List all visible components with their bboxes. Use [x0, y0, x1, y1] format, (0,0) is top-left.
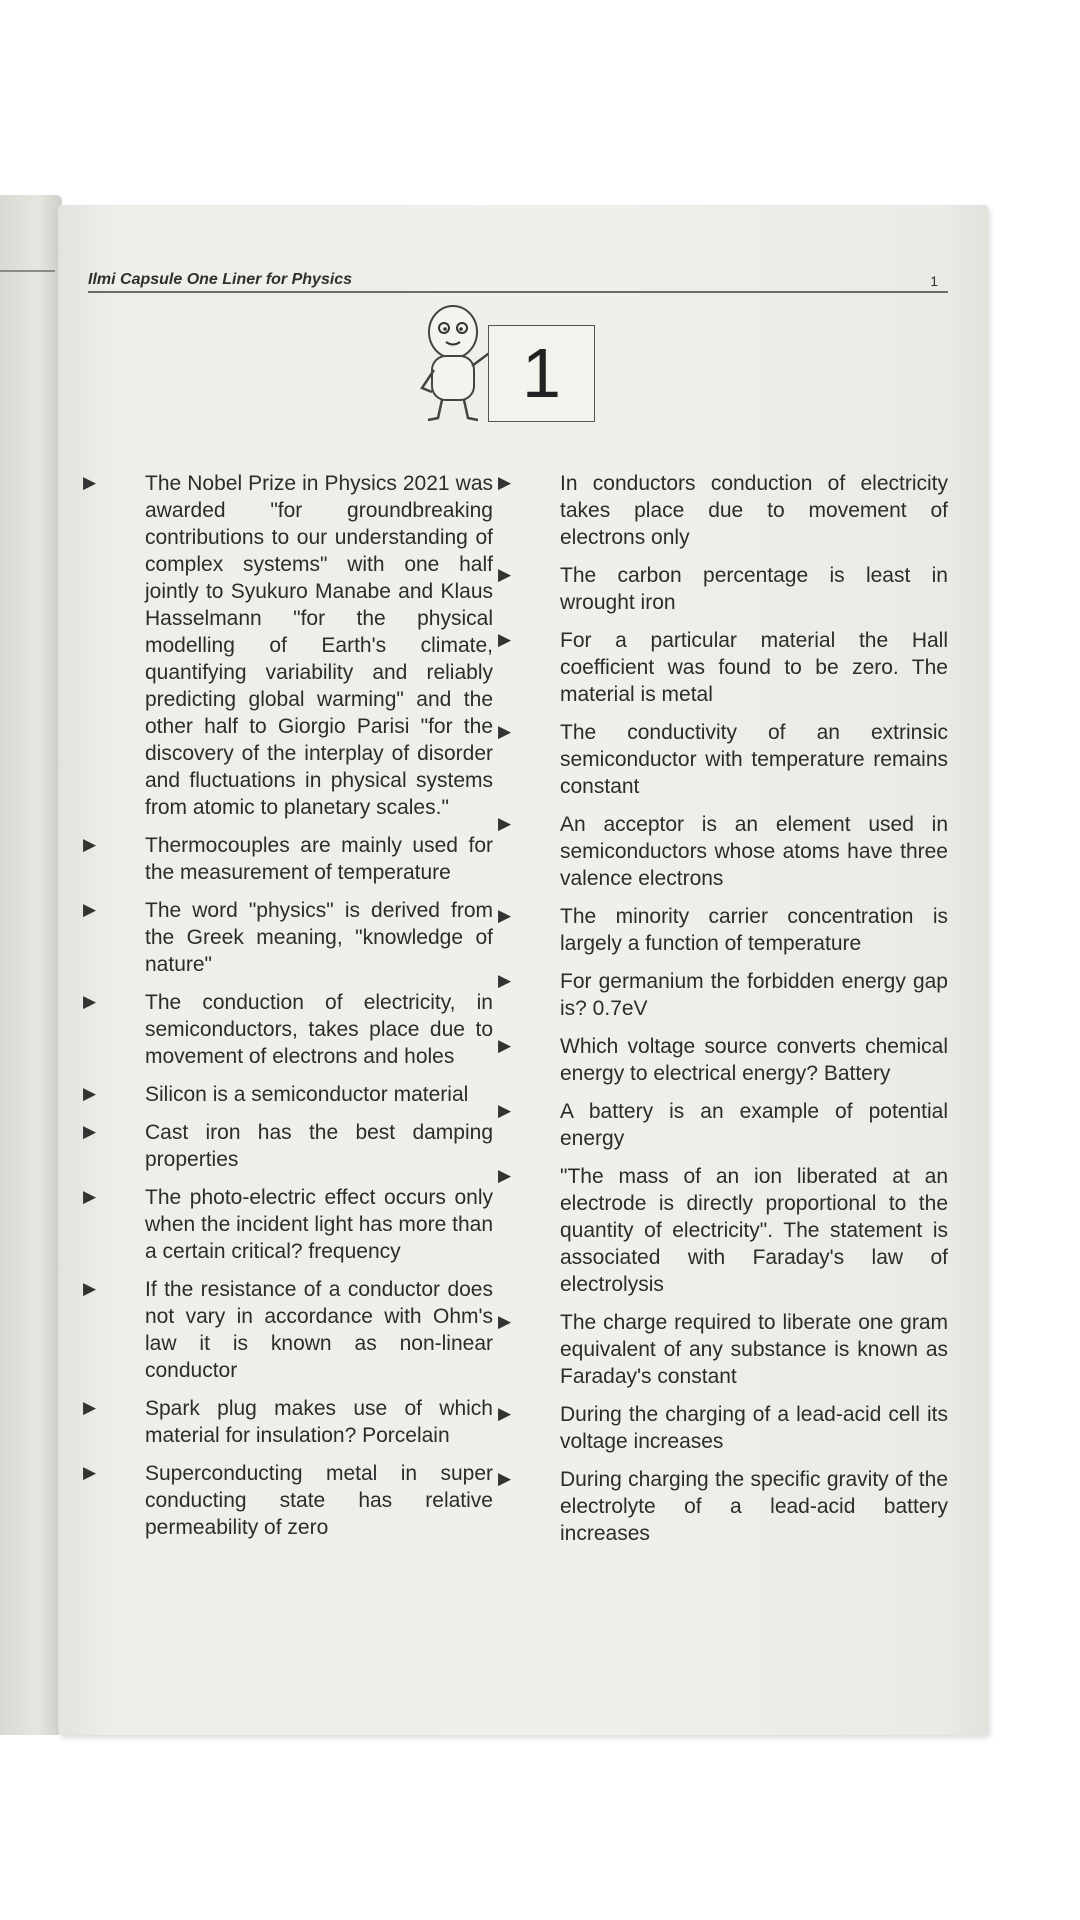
bullet-triangle-icon: ▶ [498, 1312, 512, 1331]
bullet-item [498, 811, 948, 892]
chapter-number-box [488, 325, 595, 422]
bullet-text: For germanium the forbidden energy gap is? 0.7eV [560, 970, 948, 1020]
bullet-triangle-icon: ▶ [498, 1036, 512, 1055]
bullet-text: The word "physics" is derived from the Greek meaning, "knowledge of nature" [145, 899, 493, 976]
bullet-item [83, 1119, 493, 1173]
bullet-item [498, 1466, 948, 1547]
bullet-triangle-icon: ▶ [83, 1398, 97, 1417]
bullet-item [498, 719, 948, 800]
bullet-item [498, 903, 948, 957]
bullet-text: The Nobel Prize in Physics 2021 was awarded "for groundbreaking contributions to our understanding of complex systems" with one half jointly to Syukuro Manabe and Klaus Hasselmann "for the physical modelling of Earth's climate, quantifying variability and reliably predicting global warming" and the other half to Giorgio Parisi "for the discovery of the interplay of disorder and fluctuations in physical systems from atomic to planetary scales." [145, 472, 493, 819]
bullet-triangle-icon: ▶ [83, 1279, 97, 1298]
bullet-triangle-icon: ▶ [83, 1122, 97, 1141]
bullet-item [498, 968, 948, 1022]
book-page [58, 205, 988, 1735]
bullet-text: Spark plug makes use of which material for insulation? Porcelain [145, 1397, 493, 1447]
bullet-text: The charge required to liberate one gram equivalent of any substance is known as Faraday's constant [560, 1311, 948, 1388]
bullet-triangle-icon: ▶ [83, 835, 97, 854]
header-title: Ilmi Capsule One Liner for Physics [88, 271, 353, 288]
bullet-text: The photo-electric effect occurs only when the incident light has more than a certain critical? frequency [145, 1186, 493, 1263]
bullet-triangle-icon: ▶ [83, 1463, 97, 1482]
bullet-triangle-icon: ▶ [498, 814, 512, 833]
bullet-item [83, 1276, 493, 1384]
bullet-text: In conductors conduction of electricity takes place due to movement of electrons only [560, 472, 948, 549]
bullet-triangle-icon: ▶ [498, 1166, 512, 1185]
page-number: 1 [930, 273, 938, 289]
bullet-item [83, 1184, 493, 1265]
bullet-text: For a particular material the Hall coefficient was found to be zero. The material is metal [560, 629, 948, 706]
bullet-item [498, 1098, 948, 1152]
bullet-text: Superconducting metal in super conducting state has relative permeability of zero [145, 1462, 493, 1539]
bullet-text: Cast iron has the best damping properties [145, 1121, 493, 1171]
bullet-item [498, 562, 948, 616]
bullet-text: Thermocouples are mainly used for the measurement of temperature [145, 834, 493, 884]
bullet-item [83, 832, 493, 886]
mascot-icon [408, 300, 498, 430]
bullet-item [83, 1081, 493, 1108]
bullet-triangle-icon: ▶ [83, 992, 97, 1011]
bullet-text: "The mass of an ion liberated at an electrode is directly proportional to the quantity of electricity". The statement is associated with Faraday's law of electrolysis [560, 1165, 948, 1296]
bullet-text: The minority carrier concentration is largely a function of temperature [560, 905, 948, 955]
right-column [498, 470, 948, 1558]
bullet-text: Silicon is a semiconductor material [145, 1083, 469, 1106]
bullet-text: The carbon percentage is least in wrought iron [560, 564, 948, 614]
bullet-triangle-icon: ▶ [498, 1469, 512, 1488]
bullet-text: During charging the specific gravity of the electrolyte of a lead-acid battery increases [560, 1468, 948, 1545]
bullet-item [498, 1163, 948, 1298]
bullet-triangle-icon: ▶ [498, 906, 512, 925]
left-column [83, 470, 493, 1552]
bullet-text: The conduction of electricity, in semiconductors, takes place due to movement of electrons and holes [145, 991, 493, 1068]
bullet-item [83, 1460, 493, 1541]
running-header [88, 265, 948, 293]
bullet-triangle-icon: ▶ [83, 473, 97, 492]
bullet-item [83, 989, 493, 1070]
bullet-triangle-icon: ▶ [83, 900, 97, 919]
bullet-text: Which voltage source converts chemical energy to electrical energy? Battery [560, 1035, 948, 1085]
bullet-triangle-icon: ▶ [83, 1084, 97, 1103]
bullet-item [498, 470, 948, 551]
chapter-number: 1 [522, 334, 561, 412]
bullet-triangle-icon: ▶ [498, 565, 512, 584]
previous-page-rule [0, 270, 55, 272]
bullet-item [498, 1309, 948, 1390]
bullet-triangle-icon: ▶ [498, 1101, 512, 1120]
bullet-triangle-icon: ▶ [498, 971, 512, 990]
bullet-triangle-icon: ▶ [498, 630, 512, 649]
bullet-item [83, 897, 493, 978]
bullet-item [83, 470, 493, 821]
bullet-item [498, 1033, 948, 1087]
bullet-text: A battery is an example of potential energy [560, 1100, 948, 1150]
bullet-triangle-icon: ▶ [83, 1187, 97, 1206]
bullet-triangle-icon: ▶ [498, 722, 512, 741]
bullet-text: If the resistance of a conductor does not vary in accordance with Ohm's law it is known as non-linear conductor [145, 1278, 493, 1382]
bullet-triangle-icon: ▶ [498, 473, 512, 492]
bullet-triangle-icon: ▶ [498, 1404, 512, 1423]
bullet-text: During the charging of a lead-acid cell its voltage increases [560, 1403, 948, 1453]
bullet-item [83, 1395, 493, 1449]
bullet-item [498, 1401, 948, 1455]
previous-page-edge [0, 195, 62, 1735]
bullet-text: The conductivity of an extrinsic semiconductor with temperature remains constant [560, 721, 948, 798]
bullet-text: An acceptor is an element used in semiconductors whose atoms have three valence electrons [560, 813, 948, 890]
bullet-item [498, 627, 948, 708]
